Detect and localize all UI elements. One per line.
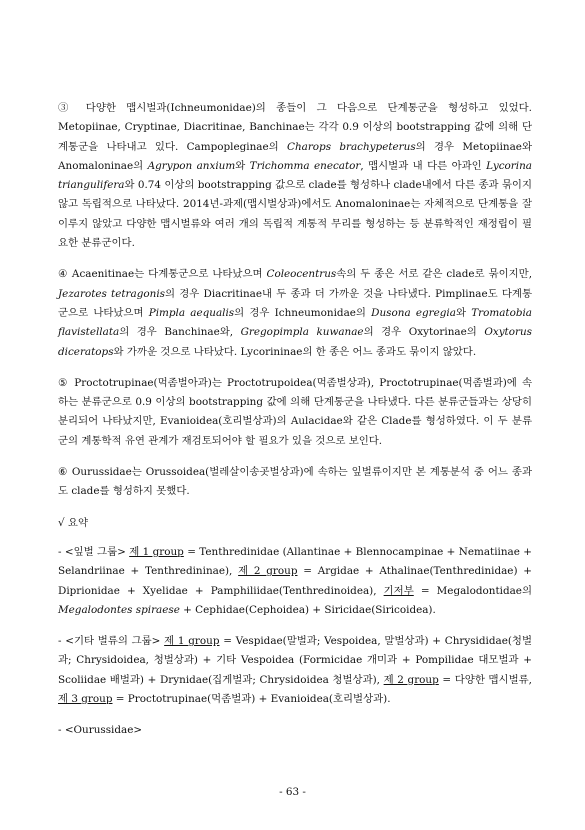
text-run: 속의 두 종은 서로 같은 clade로 묶이지만, [336, 268, 532, 281]
paragraph-6 [58, 463, 532, 502]
text-run: 제 2 group [383, 673, 439, 686]
text-run: = Vespidae(말벌과; Vespoidea, 말벌상과) + Chrysididae(청벌과; Chrysidoidea, 청벌상과) + 기타 Vespoidea (Formicidae 개미과 + Pompilidae 대모벌과 + Scoliidae 배벌과) + Drynidae(집게벌과; Chrysidoidea 청벌상과), [58, 635, 532, 686]
text-run: Tromatobia flavistellata [58, 306, 533, 339]
text-run: 의 경우 Metopiinae와 Anomaloninae의 [58, 140, 532, 172]
page-body [58, 99, 532, 753]
text-run: Charops brachypeterus [287, 140, 416, 153]
text-run: Lycorina triangulifera [58, 159, 532, 192]
summary-other-wasp-group [58, 632, 532, 709]
text-run: Trichomma enecator [249, 159, 361, 172]
text-run: Pimpla aequalis [148, 306, 235, 319]
text-run: = Argidae + Athalinae(Tenthredinidae) + Diprionidae + Xyelidae + Pamphiliidae(Tenthredinoidea), [58, 565, 532, 597]
text-run: √ 요약 [58, 516, 88, 529]
text-run: Coleocentrus [266, 268, 337, 281]
text-run: ③ 다양한 맵시벌과(Ichneumonidae)의 종들이 그 다음으로 단계통군을 형성하고 있었다. Metopiinae, Cryptinae, Diacritinae, Banchinae는 각각 0.9 이상의 bootstrapping 값에 의해 단계통군을 나타내고 있다. Campopleginae의 [58, 102, 532, 153]
paragraph-3 [58, 99, 532, 253]
text-run: 제 3 group [58, 693, 113, 706]
text-run: 와 0.74 이상의 bootstrapping 값으로 clade를 형성하나 clade내에서 다른 종과 묶이지 않고 독립적으로 나타났다. 2014년-과제(맵시벌상과)에서도 Anomaloninae는 자체적으로 단계통을 잘 이루지 않았고 다양한 맵시벌류와 여러 개의 독립적 계통적 무리를 형성하는 등 분류학적인 재정립이 필요한 분류군이다. [58, 179, 532, 250]
text-run: - <Ourussidae> [58, 724, 143, 737]
summary-sawfly-group [58, 543, 532, 620]
text-run: = Megalodontidae의 [413, 584, 532, 597]
text-run: 의 경우 Ichneumonidae의 [234, 306, 372, 319]
text-run: = Tenthredinidae (Allantinae + Blennocampinae + Nematiinae + Selandriinae + Tenthredininae), [58, 545, 532, 578]
text-run: ⑤ Proctotrupinae(먹좀벌아과)는 Proctotrupoidea(먹좀벌상과), Proctotrupinae(먹좀벌과)에 속하는 분류군으로 0.9 이상의 bootstrapping 값에 의해 단계통군을 나타냈다. 다른 분류군들과는 상당히 분리되어 나타났지만, Evanioidea(호리벌상과)의 Aulacidae와 같은 Clade를 형성하였다. 이 두 분류군의 계통학적 유연 관계가 재검토되어야 할 필요가 있을 것으로 보인다. [58, 376, 532, 447]
text-run: Dusona egregia [371, 306, 456, 319]
paragraph-5 [58, 374, 532, 451]
text-run: 기저부 [383, 584, 414, 597]
text-run: ⑥ Ourussidae는 Orussoidea(벌레살이송곳벌상과)에 속하는 잎벌류이지만 본 계통분석 중 어느 종과도 clade를 형성하지 못했다. [58, 466, 532, 498]
text-run: 제 1 group [164, 635, 220, 648]
text-run: 제 2 group [238, 565, 298, 578]
text-run: - <기타 벌류의 그룹> [58, 635, 165, 648]
text-run: Jezarotes tetragonis [58, 287, 165, 300]
summary-ourussidae [58, 721, 532, 740]
text-run: Megalodontes spiraese [58, 603, 180, 616]
text-run: + Cephidae(Cephoidea) + Siricidae(Siricoidea). [179, 603, 436, 616]
text-run: = Proctotrupinae(먹좀벌과) + Evanioidea(호리벌상과). [112, 693, 391, 706]
summary-title [58, 514, 532, 533]
text-run: 의 경우 Banchinae와, [119, 326, 241, 339]
page-number: - 63 - [279, 786, 306, 798]
text-run: 와 [235, 159, 250, 172]
text-run: 의 경우 Diacritinae내 두 종과 더 가까운 것을 나타냈다. Pimplinae도 다계통군으로 나타났으며 [58, 287, 532, 319]
text-run: - <잎벌 그룹> [58, 545, 130, 558]
text-run: 와 [455, 306, 472, 319]
paragraph-4 [58, 265, 532, 361]
text-run: ④ Acaenitinae는 다계통군으로 나타났으며 [58, 268, 267, 281]
text-run: 의 경우 Oxytorinae의 [363, 326, 485, 339]
text-run: 와 가까운 것으로 나타났다. Lycorininae의 한 종은 어느 종과도 묶이지 않았다. [113, 345, 477, 358]
text-run: = 다양한 맵시벌류, [438, 673, 532, 686]
text-run: Gregopimpla kuwanae [240, 326, 364, 339]
text-run: Agrypon anxium [147, 159, 236, 172]
text-run: Oxytorus diceratops [58, 326, 532, 358]
text-run: 제 1 group [129, 545, 184, 558]
text-run: , 맵시벌과 내 다른 아과인 [360, 159, 487, 172]
